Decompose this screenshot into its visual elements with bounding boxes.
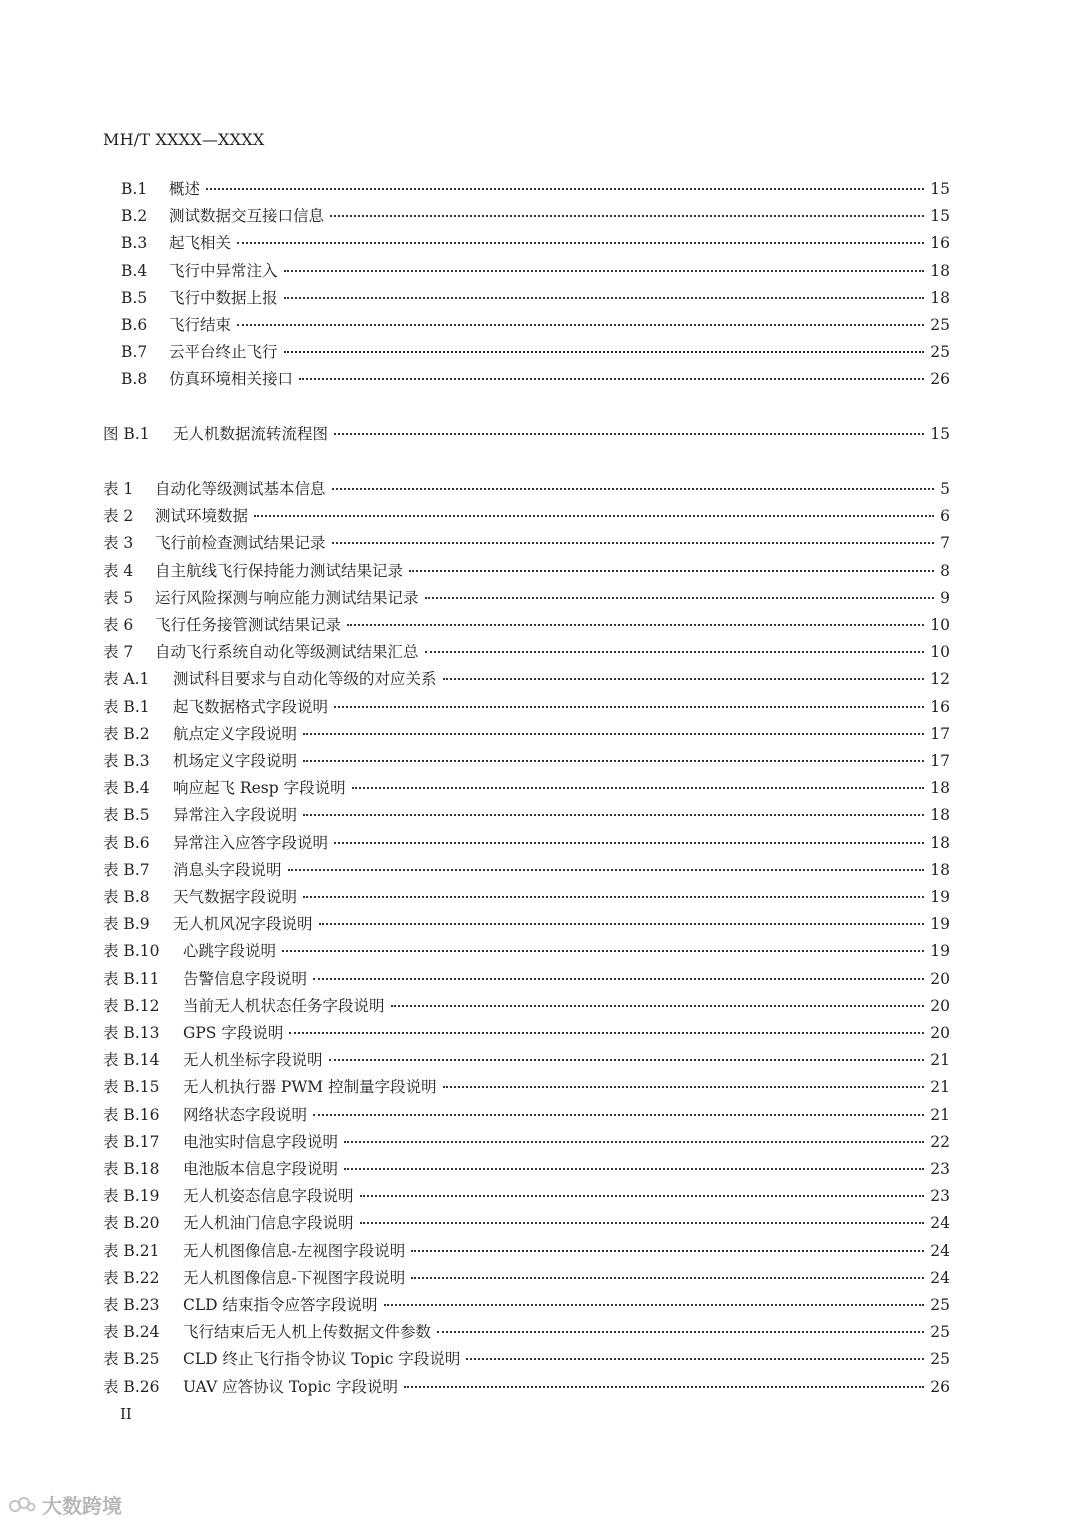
toc-entry-title: 天气数据字段说明	[173, 888, 298, 906]
dot-leader	[313, 1114, 924, 1116]
toc-entry-number: 表 4	[103, 561, 134, 580]
toc-entry-page: 20	[930, 996, 950, 1015]
toc-entry-page: 25	[930, 343, 950, 362]
toc-entry-page: 25	[930, 1323, 950, 1342]
toc-entry-title: 自动化等级测试基本信息	[155, 480, 326, 498]
toc-entry-number: 表 B.2	[103, 724, 150, 743]
toc-entry-page: 7	[940, 534, 950, 553]
toc-entry-page: 6	[940, 507, 950, 526]
toc-entry-number: 图 B.1	[103, 425, 150, 443]
dot-leader	[411, 1277, 924, 1279]
toc-entry-page: 15	[930, 180, 950, 198]
toc-entry-number: 表 B.17	[103, 1132, 160, 1151]
toc-entry-title: UAV 应答协议 Topic 字段说明	[183, 1377, 399, 1396]
toc-entry-page: 19	[930, 915, 950, 934]
toc-entry-page: 15	[930, 207, 950, 226]
dot-leader	[332, 542, 935, 544]
toc-entry-table	[103, 724, 950, 744]
toc-entry-page: 18	[930, 779, 950, 798]
dot-leader	[334, 433, 924, 435]
toc-entry-page: 9	[940, 588, 950, 607]
toc-entry-title: 运行风险探测与响应能力测试结果记录	[155, 588, 419, 607]
toc-entry-page: 26	[930, 1377, 950, 1396]
toc-entry-table	[103, 996, 950, 1016]
toc-entry-page: 21	[930, 1051, 950, 1070]
toc-entry-page: 25	[930, 316, 950, 334]
toc-entry-number: 表 B.5	[103, 806, 150, 825]
toc-entry-table	[103, 1077, 950, 1097]
toc-entry-title: 测试科目要求与自动化等级的对应关系	[173, 670, 437, 689]
dot-leader	[344, 1168, 924, 1170]
toc-entry-title: 测试环境数据	[155, 507, 249, 526]
toc-entry-number: B.8	[121, 370, 148, 389]
dot-leader	[237, 324, 924, 326]
toc-entry-title: 云平台终止飞行	[169, 343, 278, 362]
dot-leader	[352, 787, 925, 789]
dot-leader	[303, 814, 924, 816]
toc-entry-number: 表 A.1	[103, 670, 150, 689]
toc-entry-number: 表 B.11	[103, 969, 160, 988]
toc-entry-title: 异常注入应答字段说明	[173, 833, 329, 852]
dot-leader	[237, 242, 924, 244]
dot-leader	[443, 678, 925, 680]
dot-leader	[347, 624, 924, 626]
dot-leader	[254, 515, 934, 517]
toc-entry-title: 测试数据交互接口信息	[169, 207, 325, 226]
toc-entry-page: 16	[930, 697, 950, 716]
toc-entry-number: 表 B.3	[103, 752, 150, 770]
dot-leader	[303, 896, 924, 898]
dot-leader	[409, 570, 934, 572]
toc-entry-table	[103, 1159, 950, 1179]
toc-entry-page: 8	[940, 561, 950, 580]
toc-entry-number: 表 B.18	[103, 1160, 160, 1178]
toc-entry-number: 表 B.12	[103, 996, 160, 1015]
toc-entry-table	[103, 1050, 950, 1070]
toc-entry-number: 表 B.10	[103, 942, 160, 961]
dot-leader	[330, 215, 924, 217]
toc-entry-page: 18	[930, 860, 950, 879]
toc-entry-title: 无人机姿态信息字段说明	[183, 1187, 354, 1206]
toc-entry-page: 17	[930, 724, 950, 743]
toc-entry-title: 无人机坐标字段说明	[183, 1051, 323, 1070]
toc-entry-number: B.5	[121, 288, 148, 307]
toc-entry-number: B.6	[121, 316, 148, 334]
toc-entry-title: GPS 字段说明	[183, 1024, 284, 1042]
toc-entry-section	[121, 206, 950, 226]
toc-entry-section	[121, 261, 950, 281]
toc-entry-table	[103, 642, 950, 662]
toc-entry-number: 表 B.21	[103, 1241, 160, 1260]
toc-entry-number: 表 2	[103, 507, 134, 526]
toc-entry-number: B.3	[121, 234, 148, 253]
toc-entry-table	[103, 833, 950, 853]
dot-leader	[334, 842, 924, 844]
toc-entry-page: 18	[930, 806, 950, 825]
toc-entry-number: B.4	[121, 261, 148, 280]
toc-entry-table	[103, 1213, 950, 1233]
dot-leader	[303, 760, 924, 762]
toc-entry-page: 22	[930, 1132, 950, 1151]
toc-entry-number: B.7	[121, 343, 148, 362]
dot-leader	[437, 1331, 924, 1333]
toc-entry-table	[103, 1349, 950, 1369]
dot-leader	[313, 978, 924, 980]
toc-entry-page: 24	[930, 1214, 950, 1233]
toc-entry-number: 表 B.6	[103, 833, 150, 852]
toc-entry-page: 25	[930, 1350, 950, 1369]
toc-entry-table	[103, 1322, 950, 1342]
toc-entry-table	[103, 941, 950, 961]
toc-entry-title: CLD 结束指令应答字段说明	[183, 1296, 378, 1314]
toc-entry-title: 机场定义字段说明	[173, 752, 298, 770]
toc-entry-title: 网络状态字段说明	[183, 1105, 308, 1124]
toc-entry-section	[121, 315, 950, 335]
dot-leader	[284, 270, 925, 272]
toc-entry-section	[121, 342, 950, 362]
toc-entry-page: 16	[930, 234, 950, 253]
toc-entry-section	[121, 179, 950, 199]
toc-entry-number: 表 B.4	[103, 779, 150, 798]
toc-entry-table	[103, 1105, 950, 1125]
toc-entry-title: 飞行任务接管测试结果记录	[155, 616, 342, 634]
toc-entry-page: 12	[930, 670, 950, 689]
dot-leader	[360, 1222, 925, 1224]
dot-leader	[443, 1086, 925, 1088]
toc-entry-table	[103, 1132, 950, 1152]
toc-entry-title: 无人机图像信息-下视图字段说明	[183, 1268, 406, 1287]
toc-entry-title: 电池实时信息字段说明	[183, 1132, 339, 1151]
toc-entry-title: 仿真环境相关接口	[169, 370, 294, 389]
toc-entry-table	[103, 1377, 950, 1397]
dot-leader	[466, 1358, 924, 1360]
toc-entry-table	[103, 533, 950, 553]
toc-entry-title: 航点定义字段说明	[173, 724, 298, 743]
toc-entry-number: 表 B.9	[103, 915, 150, 934]
toc-entry-title: 自动飞行系统自动化等级测试结果汇总	[155, 643, 419, 662]
toc-entry-number: 表 B.24	[103, 1323, 160, 1342]
toc-entry-number: 表 B.23	[103, 1296, 160, 1314]
toc-entry-page: 20	[930, 1024, 950, 1042]
dot-leader	[344, 1141, 924, 1143]
toc-entry-title: 无人机油门信息字段说明	[183, 1214, 354, 1233]
toc-entry-title: 心跳字段说明	[183, 942, 277, 961]
dot-leader	[391, 1005, 925, 1007]
toc-entry-page: 23	[930, 1160, 950, 1178]
toc-entry-page: 18	[930, 833, 950, 852]
toc-entry-number: 表 3	[103, 534, 134, 553]
toc-entry-title: 消息头字段说明	[173, 860, 282, 879]
toc-entry-number: 表 B.19	[103, 1187, 160, 1206]
toc-entry-title: CLD 终止飞行指令协议 Topic 字段说明	[183, 1350, 461, 1369]
toc-entry-page: 24	[930, 1241, 950, 1260]
toc-entry-table	[103, 479, 950, 499]
dot-leader	[303, 733, 924, 735]
dot-leader	[289, 1032, 924, 1034]
toc-entry-page: 17	[930, 752, 950, 770]
toc-entry-table	[103, 1023, 950, 1043]
toc-entry-table	[103, 1241, 950, 1261]
toc-entry-page: 24	[930, 1268, 950, 1287]
toc-entry-number: 表 B.13	[103, 1024, 160, 1042]
dot-leader	[299, 378, 924, 380]
dot-leader	[329, 1059, 925, 1061]
toc-entry-page: 25	[930, 1296, 950, 1314]
toc-entry-title: 起飞数据格式字段说明	[173, 697, 329, 716]
toc-entry-title: 起飞相关	[169, 234, 232, 253]
toc-entry-table	[103, 751, 950, 771]
toc-entry-page: 18	[930, 261, 950, 280]
toc-entry-number: B.2	[121, 207, 148, 226]
toc-entry-title: 无人机风况字段说明	[173, 915, 313, 934]
dot-leader	[282, 950, 924, 952]
toc-entry-number: 表 7	[103, 643, 134, 662]
toc-entry-table	[103, 1268, 950, 1288]
toc-entry-page: 18	[930, 288, 950, 307]
toc-entry-table	[103, 561, 950, 581]
toc-entry-number: 表 B.25	[103, 1350, 160, 1369]
toc-entry-table	[103, 969, 950, 989]
toc-entry-page: 26	[930, 370, 950, 389]
watermark-text: 大数跨境	[42, 1494, 122, 1518]
toc-entry-number: 表 B.14	[103, 1051, 160, 1070]
toc-entry-table	[103, 669, 950, 689]
toc-entry-number: 表 B.20	[103, 1214, 160, 1233]
toc-entry-page: 15	[930, 425, 950, 443]
toc-entry-title: 异常注入字段说明	[173, 806, 298, 825]
toc-entry-title: 飞行结束后无人机上传数据文件参数	[183, 1323, 432, 1342]
toc-entry-section	[121, 369, 950, 389]
toc-entry-number: 表 1	[103, 480, 134, 498]
toc-entry-number: 表 B.8	[103, 888, 150, 906]
toc-entry-title: 飞行结束	[169, 316, 232, 334]
dot-leader	[332, 488, 935, 490]
toc-entry-section	[121, 288, 950, 308]
toc-entry-figure	[103, 424, 950, 444]
toc-entry-number: 表 B.15	[103, 1078, 160, 1097]
toc-entry-table	[103, 615, 950, 635]
toc-entry-table	[103, 914, 950, 934]
toc-entry-number: 表 B.7	[103, 860, 150, 879]
toc-entry-title: 飞行前检查测试结果记录	[155, 534, 326, 553]
brand-logo-icon	[8, 1493, 36, 1517]
toc-entry-title: 无人机图像信息-左视图字段说明	[183, 1241, 406, 1260]
toc-entry-number: 表 5	[103, 588, 134, 607]
toc-entry-title: 当前无人机状态任务字段说明	[183, 996, 385, 1015]
dot-leader	[404, 1386, 924, 1388]
toc-entry-table	[103, 805, 950, 825]
toc-entry-title: 飞行中异常注入	[169, 261, 278, 280]
toc-entry-page: 21	[930, 1105, 950, 1124]
toc-entry-page: 5	[940, 480, 950, 498]
toc-entry-number: 表 B.16	[103, 1105, 160, 1124]
toc-entry-section	[121, 233, 950, 253]
toc-entry-title: 飞行中数据上报	[169, 288, 278, 307]
toc-entry-table	[103, 778, 950, 798]
dot-leader	[425, 597, 935, 599]
toc-entry-title: 响应起飞 Resp 字段说明	[173, 779, 346, 798]
dot-leader	[334, 706, 924, 708]
toc-entry-table	[103, 860, 950, 880]
toc-entry-title: 无人机数据流转流程图	[173, 425, 329, 443]
dot-leader	[284, 297, 925, 299]
dot-leader	[360, 1195, 925, 1197]
toc-entry-number: 表 B.22	[103, 1268, 160, 1287]
toc-entry-number: 表 6	[103, 616, 134, 634]
toc-entry-page: 10	[930, 643, 950, 662]
dot-leader	[206, 188, 924, 190]
toc-entry-page: 21	[930, 1078, 950, 1097]
toc-entry-page: 19	[930, 888, 950, 906]
toc-entry-number: 表 B.26	[103, 1377, 160, 1396]
toc-entry-table	[103, 588, 950, 608]
toc-entry-page: 10	[930, 616, 950, 634]
toc-entry-title: 电池版本信息字段说明	[183, 1160, 339, 1178]
dot-leader	[288, 869, 925, 871]
dot-leader	[425, 651, 925, 653]
toc-entry-number: B.1	[121, 180, 148, 198]
toc-entry-table	[103, 887, 950, 907]
toc-entry-title: 告警信息字段说明	[183, 969, 308, 988]
toc-entry-title: 自主航线飞行保持能力测试结果记录	[155, 561, 404, 580]
dot-leader	[319, 923, 925, 925]
toc-entry-table	[103, 506, 950, 526]
toc-entry-number: 表 B.1	[103, 697, 150, 716]
toc-entry-title: 无人机执行器 PWM 控制量字段说明	[183, 1078, 437, 1097]
document-code: MH/T XXXX—XXXX	[103, 130, 265, 149]
watermark	[8, 1490, 122, 1519]
toc-entry-page: 23	[930, 1187, 950, 1206]
toc-entry-title: 概述	[169, 180, 201, 198]
dot-leader	[411, 1250, 924, 1252]
toc-entry-table	[103, 697, 950, 717]
dot-leader	[384, 1304, 925, 1306]
page-number: II	[120, 1405, 132, 1423]
dot-leader	[284, 351, 925, 353]
toc-entry-page: 19	[930, 942, 950, 961]
toc-entry-table	[103, 1186, 950, 1206]
toc-entry-table	[103, 1295, 950, 1315]
toc-entry-page: 20	[930, 969, 950, 988]
